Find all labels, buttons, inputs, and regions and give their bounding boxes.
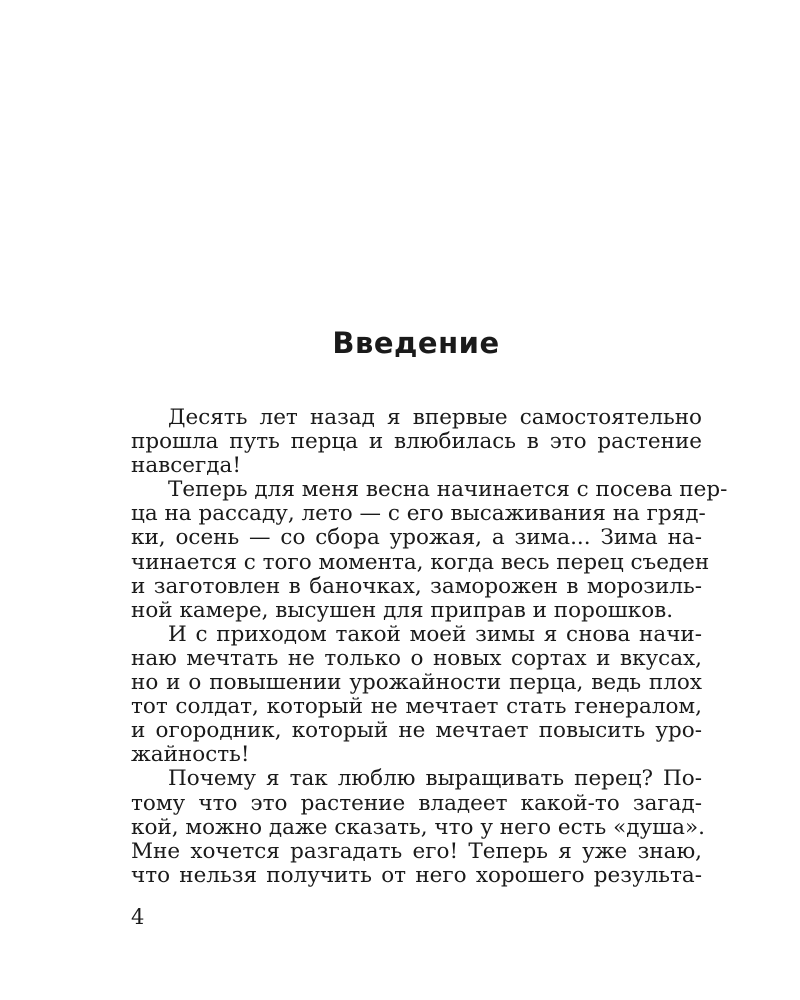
body-text: [131, 405, 728, 888]
paragraph-2-line-5: и заготовлен в баночках, заморожен в морозиль-: [131, 573, 702, 599]
paragraph-4-line-3: кой, можно даже сказать, что у него есть «душа».: [131, 814, 705, 840]
paragraph-2-line-4: чинается с того момента, когда весь перец съеден: [131, 549, 710, 575]
paragraph-3-line-2: наю мечтать не только о новых сортах и вкусах,: [131, 645, 702, 671]
chapter-heading: Введение: [332, 326, 500, 360]
paragraph-3-line-1: И с приходом такой моей зимы я снова начи-: [168, 621, 702, 647]
paragraph-3-line-4: тот солдат, который не мечтает стать генералом,: [131, 694, 702, 720]
paragraph-3-line-6: жайность!: [131, 742, 250, 768]
paragraph-1-line-1: Десять лет назад я впервые самостоятельно: [168, 405, 702, 430]
paragraph-4-line-1: Почему я так люблю выращивать перец? По-: [168, 766, 702, 792]
paragraph-3-line-3: но и о повышении урожайности перца, ведь плох: [131, 670, 702, 696]
paragraph-2-line-2: ца на рассаду, лето — с его высаживания на гряд-: [131, 501, 706, 527]
paragraph-4-line-4: Мне хочется разгадать его! Теперь я уже знаю,: [131, 838, 702, 864]
paragraph-4-line-2: тому что это растение владеет какой-то загад-: [131, 790, 702, 816]
paragraph-1-line-3: навсегда!: [131, 453, 241, 479]
paragraph-3-line-5: и огородник, который не мечтает повысить уро-: [131, 718, 702, 744]
paragraph-4-line-5: что нельзя получить от него хорошего результа-: [131, 862, 702, 888]
paragraph-1-line-2: прошла путь перца и влюбилась в это растение: [131, 429, 702, 455]
paragraph-2-line-3: ки, осень — со сбора урожая, а зима... Зима на-: [131, 525, 702, 551]
page-number: 4: [131, 905, 145, 929]
paragraph-2-line-6: ной камере, высушен для приправ и порошков.: [131, 597, 674, 623]
paragraph-2-line-1: Теперь для меня весна начинается с посева пер-: [168, 477, 728, 503]
